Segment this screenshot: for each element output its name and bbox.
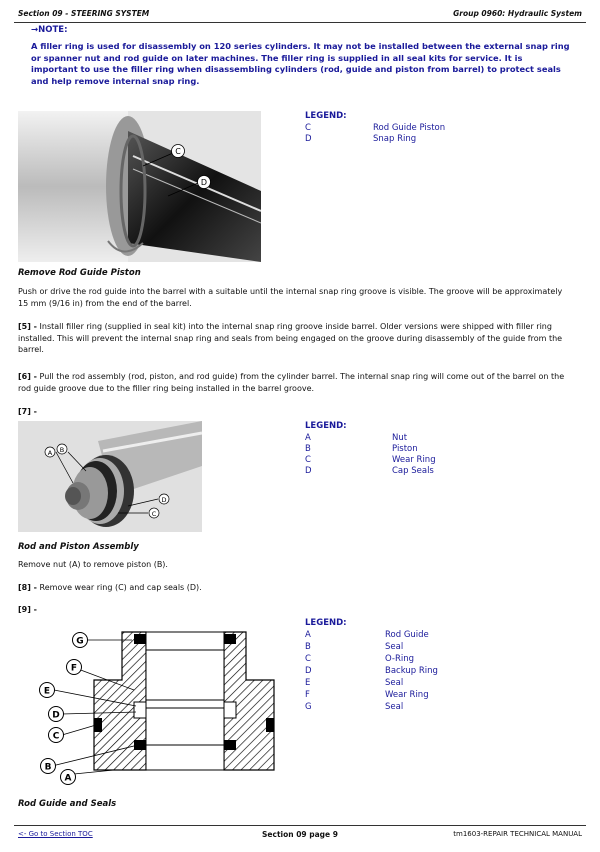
legend-value: Rod Guide (385, 630, 429, 640)
manual-title: tm1603-REPAIR TECHNICAL MANUAL (453, 830, 582, 838)
figure-caption: Remove Rod Guide Piston (18, 268, 141, 278)
note-text: A filler ring is used for disassembly on 120 series cylinders. It may not be installed between the external snap ring or spanner nut and rod guide on later machines. The filler ring is supplied in all seal kits for service. It is important to use the filler ring when disassembling cylinders (rod, guide and piston from barrel) to protect seals and help remove internal snap ring. (31, 41, 570, 86)
figure-caption: Rod Guide and Seals (18, 799, 117, 809)
legend-key: D (305, 134, 312, 144)
rod-piston-photo (18, 421, 202, 532)
paragraph: Push or drive the rod guide into the barrel with a suitable until the internal snap ring groove is visible. The groove will be approximately 15 mm (9/16 in) from the end of the barrel. (18, 287, 563, 308)
figure-caption: Rod and Piston Assembly (18, 542, 139, 552)
legend-value: Cap Seals (392, 466, 434, 476)
legend-title: LEGEND: (305, 111, 347, 121)
paragraph: Remove nut (A) to remove piston (B). (18, 560, 168, 569)
legend-key: C (305, 654, 311, 664)
step-6 (18, 371, 573, 394)
legend-value: Piston (392, 444, 418, 454)
callout-b: B (44, 762, 52, 773)
legend-key: B (305, 642, 311, 652)
legend-value: Snap Ring (373, 134, 417, 144)
legend-value: Wear Ring (392, 455, 436, 465)
legend-key: E (305, 678, 311, 688)
callout-a: A (47, 449, 53, 457)
step-8 (18, 582, 573, 594)
callout-d: D (52, 710, 60, 721)
callout-c: C (151, 510, 157, 518)
callout-c: C (52, 731, 60, 742)
callout-d: D (200, 178, 208, 187)
legend-value: Backup Ring (385, 666, 438, 676)
legend-value: Rod Guide Piston (373, 123, 446, 133)
callout-e: E (43, 686, 51, 697)
legend-key: F (305, 690, 310, 700)
callout-f: F (70, 663, 78, 674)
legend-value: Seal (385, 678, 404, 688)
step-number: [8] - (18, 583, 37, 592)
legend-key: A (305, 433, 311, 443)
page-footer (14, 825, 586, 840)
step-7: [7] - (18, 407, 37, 416)
step-text: Remove wear ring (C) and cap seals (D). (39, 583, 202, 592)
step-number: [6] - (18, 372, 37, 381)
callout-a: A (64, 773, 72, 784)
group-title: Group 0960: Hydraulic System (453, 9, 582, 18)
legend-value: Nut (392, 433, 408, 443)
page-number: Section 09 page 9 (262, 830, 338, 839)
step-9: [9] - (18, 605, 37, 614)
legend-value: Wear Ring (385, 690, 429, 700)
legend-key: A (305, 630, 311, 640)
callout-g: G (76, 636, 84, 647)
legend-title: LEGEND: (305, 618, 347, 628)
legend-key: C (305, 123, 311, 133)
step-5 (18, 321, 578, 356)
legend-key: G (305, 702, 312, 712)
step-number: [5] - (18, 322, 37, 331)
legend-value: Seal (385, 702, 404, 712)
legend-key: D (305, 466, 312, 476)
section-title: Section 09 - STEERING SYSTEM (18, 9, 150, 18)
legend-title: LEGEND: (305, 421, 347, 431)
rod-guide-seals-diagram (34, 620, 284, 785)
legend-key: D (305, 666, 312, 676)
page-header (14, 6, 586, 23)
rod-guide-illustration (18, 111, 261, 262)
callout-d: D (161, 496, 167, 504)
step-text: Pull the rod assembly (rod, piston, and rod guide) from the cylinder barrel. The internal snap ring will come out of the barrel on the rod guide groove due to the filler ring being installed in the barrel groove. (18, 372, 565, 393)
note-title: →NOTE: (31, 25, 68, 35)
legend-key: B (305, 444, 311, 454)
callout-c: C (175, 147, 181, 156)
callout-b: B (59, 446, 65, 454)
rod-guide-photo (18, 111, 261, 262)
step-text: Install filler ring (supplied in seal kit) into the internal snap ring groove inside barrel. Older versions were shipped with filler ring installed. This will prevent the internal snap ring and seals from being engaged on the groove during disassembly of the guide from the barrel. (18, 322, 563, 354)
rod-guide-seals-illustration (34, 620, 284, 785)
rod-piston-illustration (18, 421, 202, 532)
legend-value: O-Ring (385, 654, 415, 664)
legend-key: C (305, 455, 311, 465)
legend-value: Seal (385, 642, 404, 652)
section-toc-link[interactable]: <- Go to Section TOC (18, 830, 93, 838)
